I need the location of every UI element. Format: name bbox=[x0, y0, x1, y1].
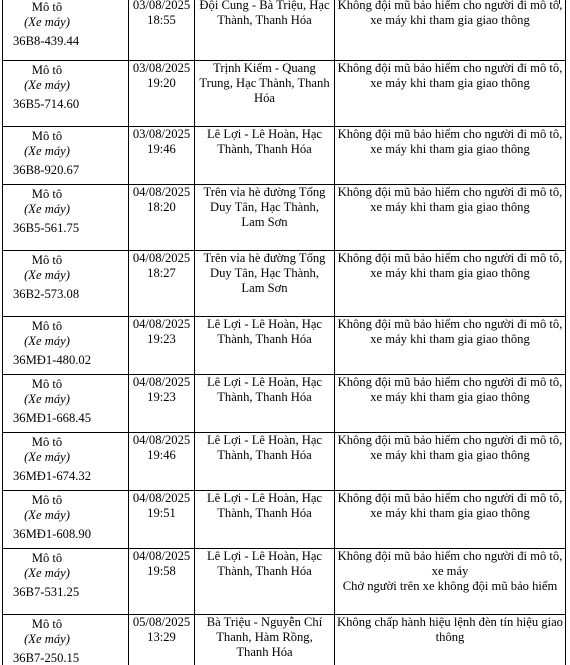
vehicle-subtype: (Xe máy) bbox=[24, 566, 70, 580]
vehicle-type: Mô tô bbox=[31, 63, 63, 77]
violation-time: 19:20 bbox=[147, 76, 176, 90]
datetime-cell bbox=[129, 0, 195, 61]
violation-date: 03/08/2025 bbox=[132, 127, 191, 141]
location-line: Trên vỉa hè đường Tống bbox=[203, 251, 326, 265]
vehicle-type: Mô tô bbox=[31, 551, 63, 565]
location-line: Lê Lợi - Lê Hoàn, Hạc bbox=[206, 375, 323, 389]
violation-cell bbox=[335, 433, 566, 491]
license-plate: 36B8-439.44 bbox=[13, 34, 80, 48]
violation-line: Không đội mũ bảo hiểm cho người đi mô tô, bbox=[337, 61, 563, 75]
datetime-cell bbox=[129, 251, 195, 317]
datetime-cell bbox=[129, 433, 195, 491]
location-cell bbox=[195, 433, 335, 491]
location-cell bbox=[195, 491, 335, 549]
table-row bbox=[3, 433, 566, 491]
table-row bbox=[3, 375, 566, 433]
location-cell bbox=[195, 549, 335, 615]
license-plate: 36B8-920.67 bbox=[13, 163, 80, 177]
datetime-cell bbox=[129, 185, 195, 251]
vehicle-type: Mô tô bbox=[31, 253, 63, 267]
violation-line: Không đội mũ bảo hiểm cho người đi mô tô, bbox=[337, 0, 563, 12]
location-line: Duy Tân, Hạc Thành, bbox=[209, 266, 319, 280]
license-plate: 36MĐ1-668.45 bbox=[13, 411, 92, 425]
violation-line: Không đội mũ bảo hiểm cho người đi mô tô, bbox=[337, 491, 563, 505]
violation-cell bbox=[335, 0, 566, 61]
violation-cell bbox=[335, 549, 566, 615]
table-row bbox=[3, 185, 566, 251]
violation-date: 05/08/2025 bbox=[132, 615, 191, 629]
vehicle-subtype: (Xe máy) bbox=[24, 334, 70, 348]
violation-cell bbox=[335, 185, 566, 251]
datetime-cell bbox=[129, 317, 195, 375]
table-row bbox=[3, 491, 566, 549]
location-line: Thành, Thanh Hóa bbox=[217, 448, 312, 462]
vehicle-type: Mô tô bbox=[31, 377, 63, 391]
table-row bbox=[3, 0, 566, 61]
location-line: Lê Lợi - Lê Hoàn, Hạc bbox=[206, 433, 323, 447]
violations-table bbox=[2, 0, 566, 665]
vehicle-cell bbox=[3, 317, 129, 375]
vehicle-subtype: (Xe máy) bbox=[24, 450, 70, 464]
table-row bbox=[3, 615, 566, 665]
location-line: Trịnh Kiểm - Quang bbox=[213, 61, 316, 75]
violation-line: xe máy khi tham gia giao thông bbox=[370, 506, 530, 520]
vehicle-type: Mô tô bbox=[31, 0, 63, 14]
license-plate: 36B7-531.25 bbox=[13, 585, 80, 599]
datetime-cell bbox=[129, 615, 195, 665]
vehicle-subtype: (Xe máy) bbox=[24, 78, 70, 92]
violation-line: Không đội mũ bảo hiểm cho người đi mô tô, bbox=[337, 185, 563, 199]
violation-line: Không đội mũ bảo hiểm cho người đi mô tô, bbox=[337, 251, 563, 265]
violation-line: xe máy khi tham gia giao thông bbox=[370, 332, 530, 346]
vehicle-subtype: (Xe máy) bbox=[24, 15, 70, 29]
location-line: Thành, Thanh Hóa bbox=[217, 142, 312, 156]
violation-line: thông bbox=[435, 630, 465, 644]
violation-time: 19:46 bbox=[147, 448, 176, 462]
violation-time: 19:23 bbox=[147, 332, 176, 346]
vehicle-subtype: (Xe máy) bbox=[24, 268, 70, 282]
vehicle-type: Mô tô bbox=[31, 493, 63, 507]
violation-line: xe máy khi tham gia giao thông bbox=[370, 390, 530, 404]
vehicle-cell bbox=[3, 375, 129, 433]
table-row bbox=[3, 317, 566, 375]
location-cell bbox=[195, 127, 335, 185]
violation-cell bbox=[335, 251, 566, 317]
violation-time: 13:29 bbox=[147, 630, 176, 644]
location-line: Thành, Thanh Hóa bbox=[217, 332, 312, 346]
vehicle-cell bbox=[3, 433, 129, 491]
violation-cell bbox=[335, 615, 566, 665]
violation-date: 04/08/2025 bbox=[132, 185, 191, 199]
location-line: Trung, Hạc Thành, Thanh bbox=[199, 76, 330, 90]
violation-date: 04/08/2025 bbox=[132, 251, 191, 265]
location-line: Thanh, Hàm Rồng, bbox=[216, 630, 313, 644]
datetime-cell bbox=[129, 127, 195, 185]
location-line: Thành, Thanh Hóa bbox=[217, 13, 312, 27]
license-plate: 36B7-250.15 bbox=[13, 651, 80, 665]
location-line: Lam Sơn bbox=[241, 281, 288, 295]
location-cell bbox=[195, 185, 335, 251]
license-plate: 36MĐ1-674.32 bbox=[13, 469, 92, 483]
location-line: Thành, Thanh Hóa bbox=[217, 506, 312, 520]
vehicle-type: Mô tô bbox=[31, 129, 63, 143]
violation-date: 04/08/2025 bbox=[132, 491, 191, 505]
violation-line: xe máy khi tham gia giao thông bbox=[370, 13, 530, 27]
violation-time: 18:55 bbox=[147, 13, 176, 27]
datetime-cell bbox=[129, 549, 195, 615]
violation-cell bbox=[335, 61, 566, 127]
violation-date: 03/08/2025 bbox=[132, 61, 191, 75]
location-cell bbox=[195, 61, 335, 127]
violation-date: 04/08/2025 bbox=[132, 317, 191, 331]
violation-line: Không đội mũ bảo hiểm cho người đi mô tô, bbox=[337, 375, 563, 389]
location-line: Lê Lợi - Lê Hoàn, Hạc bbox=[206, 127, 323, 141]
location-line: Lam Sơn bbox=[241, 215, 288, 229]
vehicle-cell bbox=[3, 127, 129, 185]
location-line: Trên vỉa hè đường Tống bbox=[203, 185, 326, 199]
license-plate: 36B5-714.60 bbox=[13, 97, 80, 111]
location-line: Thành, Thanh Hóa bbox=[217, 564, 312, 578]
vehicle-cell bbox=[3, 0, 129, 61]
violation-time: 19:23 bbox=[147, 390, 176, 404]
violation-line: Không chấp hành hiệu lệnh đèn tín hiệu giao bbox=[337, 615, 563, 629]
violation-time: 19:58 bbox=[147, 564, 176, 578]
location-cell bbox=[195, 0, 335, 61]
table-row bbox=[3, 127, 566, 185]
vehicle-subtype: (Xe máy) bbox=[24, 632, 70, 646]
table-row bbox=[3, 549, 566, 615]
violation-date: 04/08/2025 bbox=[132, 375, 191, 389]
violation-time: 18:20 bbox=[147, 200, 176, 214]
violation-cell bbox=[335, 491, 566, 549]
location-line: Lê Lợi - Lê Hoàn, Hạc bbox=[206, 317, 323, 331]
violation-cell bbox=[335, 127, 566, 185]
vehicle-cell bbox=[3, 185, 129, 251]
violation-cell bbox=[335, 317, 566, 375]
vehicle-cell bbox=[3, 615, 129, 665]
location-line: Đội Cung - Bà Triệu, Hạc bbox=[199, 0, 330, 12]
license-plate: 36B2-573.08 bbox=[13, 287, 80, 301]
vehicle-subtype: (Xe máy) bbox=[24, 202, 70, 216]
location-line: Lê Lợi - Lê Hoàn, Hạc bbox=[206, 491, 323, 505]
vehicle-cell bbox=[3, 251, 129, 317]
violation-line: xe máy khi tham gia giao thông bbox=[370, 200, 530, 214]
vehicle-cell bbox=[3, 61, 129, 127]
violation-cell bbox=[335, 375, 566, 433]
location-cell bbox=[195, 375, 335, 433]
violation-date: 04/08/2025 bbox=[132, 433, 191, 447]
violation-line: Chở người trên xe không đội mũ bảo hiểm bbox=[342, 579, 558, 593]
violation-date: 04/08/2025 bbox=[132, 549, 191, 563]
location-line: Duy Tân, Hạc Thành, bbox=[209, 200, 319, 214]
table-row bbox=[3, 61, 566, 127]
vehicle-cell bbox=[3, 491, 129, 549]
vehicle-subtype: (Xe máy) bbox=[24, 392, 70, 406]
location-cell bbox=[195, 317, 335, 375]
violation-line: Không đội mũ bảo hiểm cho người đi mô tô, bbox=[337, 127, 563, 141]
table-row bbox=[3, 251, 566, 317]
violation-line: xe máy khi tham gia giao thông bbox=[370, 266, 530, 280]
vehicle-subtype: (Xe máy) bbox=[24, 144, 70, 158]
violation-time: 19:46 bbox=[147, 142, 176, 156]
license-plate: 36MĐ1-480.02 bbox=[13, 353, 92, 367]
vehicle-cell bbox=[3, 549, 129, 615]
location-line: Thành, Thanh Hóa bbox=[217, 390, 312, 404]
violation-line: xe máy khi tham gia giao thông bbox=[370, 76, 530, 90]
location-line: Lê Lợi - Lê Hoàn, Hạc bbox=[206, 549, 323, 563]
datetime-cell bbox=[129, 491, 195, 549]
vehicle-subtype: (Xe máy) bbox=[24, 508, 70, 522]
license-plate: 36B5-561.75 bbox=[13, 221, 80, 235]
vehicle-type: Mô tô bbox=[31, 319, 63, 333]
location-line: Thanh Hóa bbox=[236, 645, 293, 659]
violation-date: 03/08/2025 bbox=[132, 0, 191, 12]
location-cell bbox=[195, 251, 335, 317]
violation-time: 19:51 bbox=[147, 506, 176, 520]
violation-line: Không đội mũ bảo hiểm cho người đi mô tô, bbox=[337, 433, 563, 447]
violations-table-body bbox=[3, 0, 566, 665]
violation-line: Không đội mũ bảo hiểm cho người đi mô tô, bbox=[337, 549, 563, 563]
datetime-cell bbox=[129, 61, 195, 127]
datetime-cell bbox=[129, 375, 195, 433]
violation-line: xe máy khi tham gia giao thông bbox=[370, 142, 530, 156]
violation-line: xe máy khi tham gia giao thông bbox=[370, 448, 530, 462]
license-plate: 36MĐ1-608.90 bbox=[13, 527, 92, 541]
violation-time: 18:27 bbox=[147, 266, 176, 280]
violation-line: xe máy bbox=[431, 564, 469, 578]
location-cell bbox=[195, 615, 335, 665]
location-line: Hóa bbox=[254, 91, 275, 105]
vehicle-type: Mô tô bbox=[31, 435, 63, 449]
vehicle-type: Mô tô bbox=[31, 617, 63, 631]
vehicle-type: Mô tô bbox=[31, 187, 63, 201]
location-line: Bà Triệu - Nguyễn Chí bbox=[206, 615, 323, 629]
violation-line: Không đội mũ bảo hiểm cho người đi mô tô, bbox=[337, 317, 563, 331]
